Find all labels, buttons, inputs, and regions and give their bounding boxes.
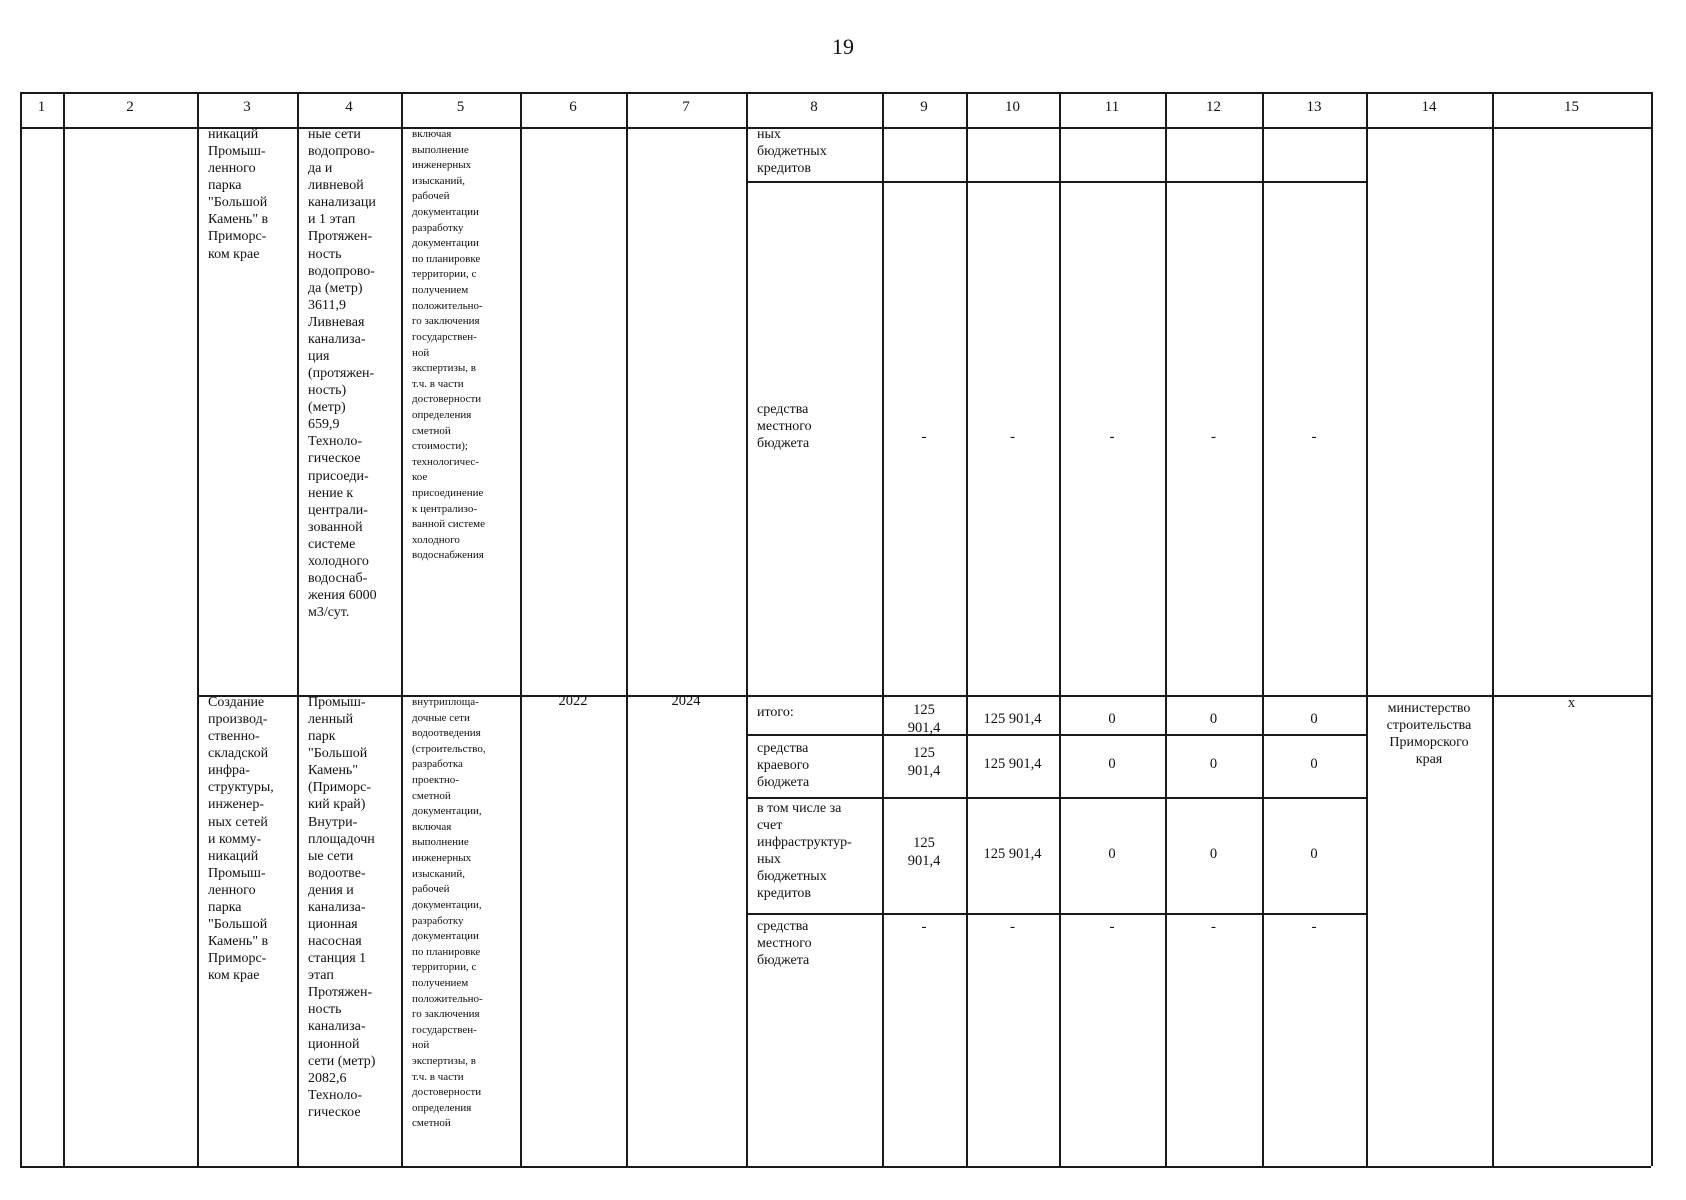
column-header-6: 6 xyxy=(569,99,577,115)
column-header-5: 5 xyxy=(456,99,465,115)
financing-source-label: средства местного бюджета xyxy=(757,919,812,969)
object-description: Промыш- ленный парк "Большой Камень" (Приморс- кий край) Внутри- площадочн ые сети водоотве- дения и канализа- ционная насосная станция 1 этап Протяжен- ность канализа- ционной сети (метр) 2082,6 Техноло- гическое xyxy=(308,695,376,1120)
financing-source-label: итого: xyxy=(757,705,794,720)
financing-source-label: в том числе за счет инфраструктур- ных бюджетных кредитов xyxy=(757,801,852,902)
object-description-continued: ные сети водопрово- да и ливневой канализаци и 1 этап Протяжен- ность водопрово- да (метр) 3611,9 Ливневая канализа- ция (протяжен- ность) (метр) 659,9 Техноло- гическое присоеди- нение к централи- зованной системе холодного водоснаб- жения 6000 м3/сут. xyxy=(308,127,377,621)
column-15-mark: х xyxy=(1567,695,1576,711)
amount-2022: 125 901,4 xyxy=(983,846,1042,862)
work-description-continued: включая выполнение инженерных изысканий, рабочей документации разработку документации по планировке территории, с получением положительно- го заключения государствен- ной экспертизы, в т.ч. в части достоверности определения сметной стоимости); технологичес- кое присоединение к централизо- ванной системе холодного водоснабжения xyxy=(412,128,486,562)
amount-total: 125 901,4 xyxy=(907,745,941,779)
column-header-4: 4 xyxy=(345,99,353,115)
project-name: Создание производ- ственно- складской инфра- структуры, инженер- ных сетей и комму- никаций Промыш- ленного парка "Большой Камень" в Приморс- ком крае xyxy=(208,695,274,984)
amount-2025: 0 xyxy=(1310,756,1318,772)
table-top-border xyxy=(20,92,1651,94)
responsible-executor: министерство строительства Приморского края xyxy=(1386,701,1472,768)
fin-row-rule xyxy=(746,913,1366,915)
amount-2023: 0 xyxy=(1108,846,1116,862)
column-rule xyxy=(882,92,884,1166)
column-header-10: 10 xyxy=(1005,99,1020,115)
column-header-2: 2 xyxy=(126,99,134,115)
column-rule xyxy=(966,92,968,1166)
end-year: 2024 xyxy=(671,693,701,709)
column-header-11: 11 xyxy=(1104,99,1120,115)
amount-dash: - xyxy=(1311,429,1317,445)
table-bottom-border xyxy=(20,1166,1651,1168)
amount-dash: - xyxy=(921,429,927,445)
amount-2025: 0 xyxy=(1310,846,1318,862)
column-rule xyxy=(1059,92,1061,1166)
fin-row-rule xyxy=(746,181,1366,183)
table-left-border xyxy=(20,92,22,1166)
amount-dash: - xyxy=(1211,429,1216,445)
column-header-1: 1 xyxy=(37,99,46,115)
amount-2024: - xyxy=(1211,919,1216,935)
amount-2024: 0 xyxy=(1209,711,1218,727)
column-rule xyxy=(1492,92,1494,1166)
amount-2023: 0 xyxy=(1108,711,1116,727)
column-header-9: 9 xyxy=(920,99,928,115)
column-rule xyxy=(197,92,199,1166)
page-number: 19 xyxy=(832,34,854,59)
amount-2022: 125 901,4 xyxy=(983,756,1042,772)
financing-source-local-budget: средства местного бюджета xyxy=(757,402,812,452)
amount-2025: 0 xyxy=(1310,711,1318,727)
amount-total: 125 901,4 xyxy=(907,835,941,869)
column-header-3: 3 xyxy=(243,99,251,115)
column-rule xyxy=(297,92,299,1166)
amount-2022: 125 901,4 xyxy=(983,711,1042,727)
amount-2025: - xyxy=(1311,919,1317,935)
financing-source-label: средства краевого бюджета xyxy=(757,741,810,791)
financing-source-label: ных бюджетных кредитов xyxy=(757,127,827,177)
table-right-border xyxy=(1651,92,1653,1166)
column-header-15: 15 xyxy=(1564,99,1579,115)
column-rule xyxy=(520,92,522,1166)
column-header-12: 12 xyxy=(1206,99,1221,115)
column-header-8: 8 xyxy=(810,99,818,115)
column-header-13: 13 xyxy=(1306,99,1322,115)
amount-dash: - xyxy=(1010,429,1015,445)
column-rule xyxy=(401,92,403,1166)
amount-2024: 0 xyxy=(1209,846,1218,862)
work-description: внутриплоща- дочные сети водоотведения (строительство, разработка проектно- сметной документации, включая выполнение инженерных изысканий, рабочей документации, разработку документации по планировке территории, с получением положительно- го заключения государствен- ной экспертизы, в т.ч. в части достоверности определения сметной xyxy=(412,696,486,1130)
column-rule xyxy=(63,92,65,1166)
column-rule xyxy=(746,92,748,1166)
start-year: 2022 xyxy=(558,693,588,709)
column-rule xyxy=(1262,92,1264,1166)
amount-total: - xyxy=(921,919,927,935)
amount-2022: - xyxy=(1010,919,1015,935)
amount-2023: - xyxy=(1109,919,1115,935)
amount-2024: 0 xyxy=(1209,756,1218,772)
project-name-continued: никаций Промыш- ленного парка "Большой Камень" в Приморс- ком крае xyxy=(208,127,269,262)
column-rule xyxy=(626,92,628,1166)
column-header-14: 14 xyxy=(1421,99,1437,115)
amount-2023: 0 xyxy=(1108,756,1116,772)
column-rule xyxy=(1366,92,1368,1166)
column-rule xyxy=(1165,92,1167,1166)
fin-row-rule xyxy=(746,734,1366,736)
amount-total: 125 901,4 xyxy=(907,702,941,736)
fin-row-rule xyxy=(746,797,1366,799)
column-header-7: 7 xyxy=(682,99,690,115)
amount-dash: - xyxy=(1109,429,1115,445)
